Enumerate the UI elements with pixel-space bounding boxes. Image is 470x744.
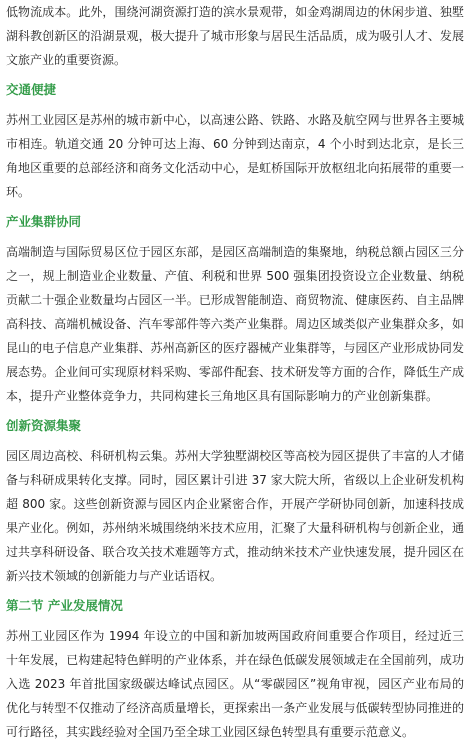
section-paragraph-transport: 苏州工业园区是苏州的城市新中心，以高速公路、铁路、水路及航空网与世界各主要城市相连。轨道交通 20 分钟可达上海、60 分钟到达南京，4 个小时到达北京，是长三角地区重要的总部经济和商务文化活动中心，是虹桥国际开放枢纽北向拓展带的重要一环。 — [6, 113, 464, 199]
section-paragraph-industry-development: 苏州工业园区作为 1994 年设立的中国和新加坡两国政府间重要合作项目，经过近三十年发展，已构建起特色鲜明的产业体系，并在绿色低碳发展领域走在全国前列，成功入选 2023 年首批国家级碳达峰试点园区。从“零碳园区”视角审视，园区产业布局的优化与转型不仅推动了经济高质量增长，更探索出一条产业发展与低碳转型协同推进的可行路径，其实践经验对全国乃至全球工业园区绿色转型具有重要示范意义。 — [6, 629, 464, 739]
section-heading-innovation: 创新资源集聚 — [6, 418, 82, 433]
intro-paragraph: 低物流成本。此外，围绕河湖资源打造的滨水景观带，如金鸡湖周边的休闲步道、独墅湖科教创新区的沿湖景观，极大提升了城市形象与居民生活品质，成为吸引人才、发展文旅产业的重要资源。 — [6, 5, 464, 67]
section-paragraph-innovation: 园区周边高校、科研机构云集。苏州大学独墅湖校区等高校为园区提供了丰富的人才储备与科研成果转化支撑。同时，园区累计引进 37 家大院大所，省级以上企业研发机构超 800 家。这些创新资源与园区内企业紧密合作，开展产学研协同创新，加速科技成果产业化。例如，苏州纳米城围绕纳米技术应用，汇聚了大量科研机构与创新企业，通过共享科研设备、联合攻关技术难题等方式，推动纳米技术产业快速发展，提升园区在新兴技术领域的创新能力与产业话语权。 — [6, 449, 464, 583]
section-heading-industry-cluster: 产业集群协同 — [6, 214, 82, 229]
section-heading-industry-development: 第二节 产业发展情况 — [6, 598, 123, 613]
section-paragraph-industry-cluster: 高端制造与国际贸易区位于园区东部，是园区高端制造的集聚地，纳税总额占园区三分之一，规上制造业企业数量、产值、利税和世界 500 强集团投资设立企业数量、纳税贡献二十强企业数量均占园区一半。已形成智能制造、商贸物流、健康医药、自主品牌高科技、高端机械设备、汽车零部件等六类产业集群。周边区域类似产业集群众多，如昆山的电子信息产业集群、苏州高新区的医疗器械产业集群等，与园区产业形成协同发展态势。企业间可实现原材料采购、零部件配套、技术研发等方面的合作，降低生产成本，提升产业整体竞争力，共同构建长三角地区具有国际影响力的产业创新集群。 — [6, 245, 464, 403]
section-heading-transport: 交通便捷 — [6, 82, 57, 97]
